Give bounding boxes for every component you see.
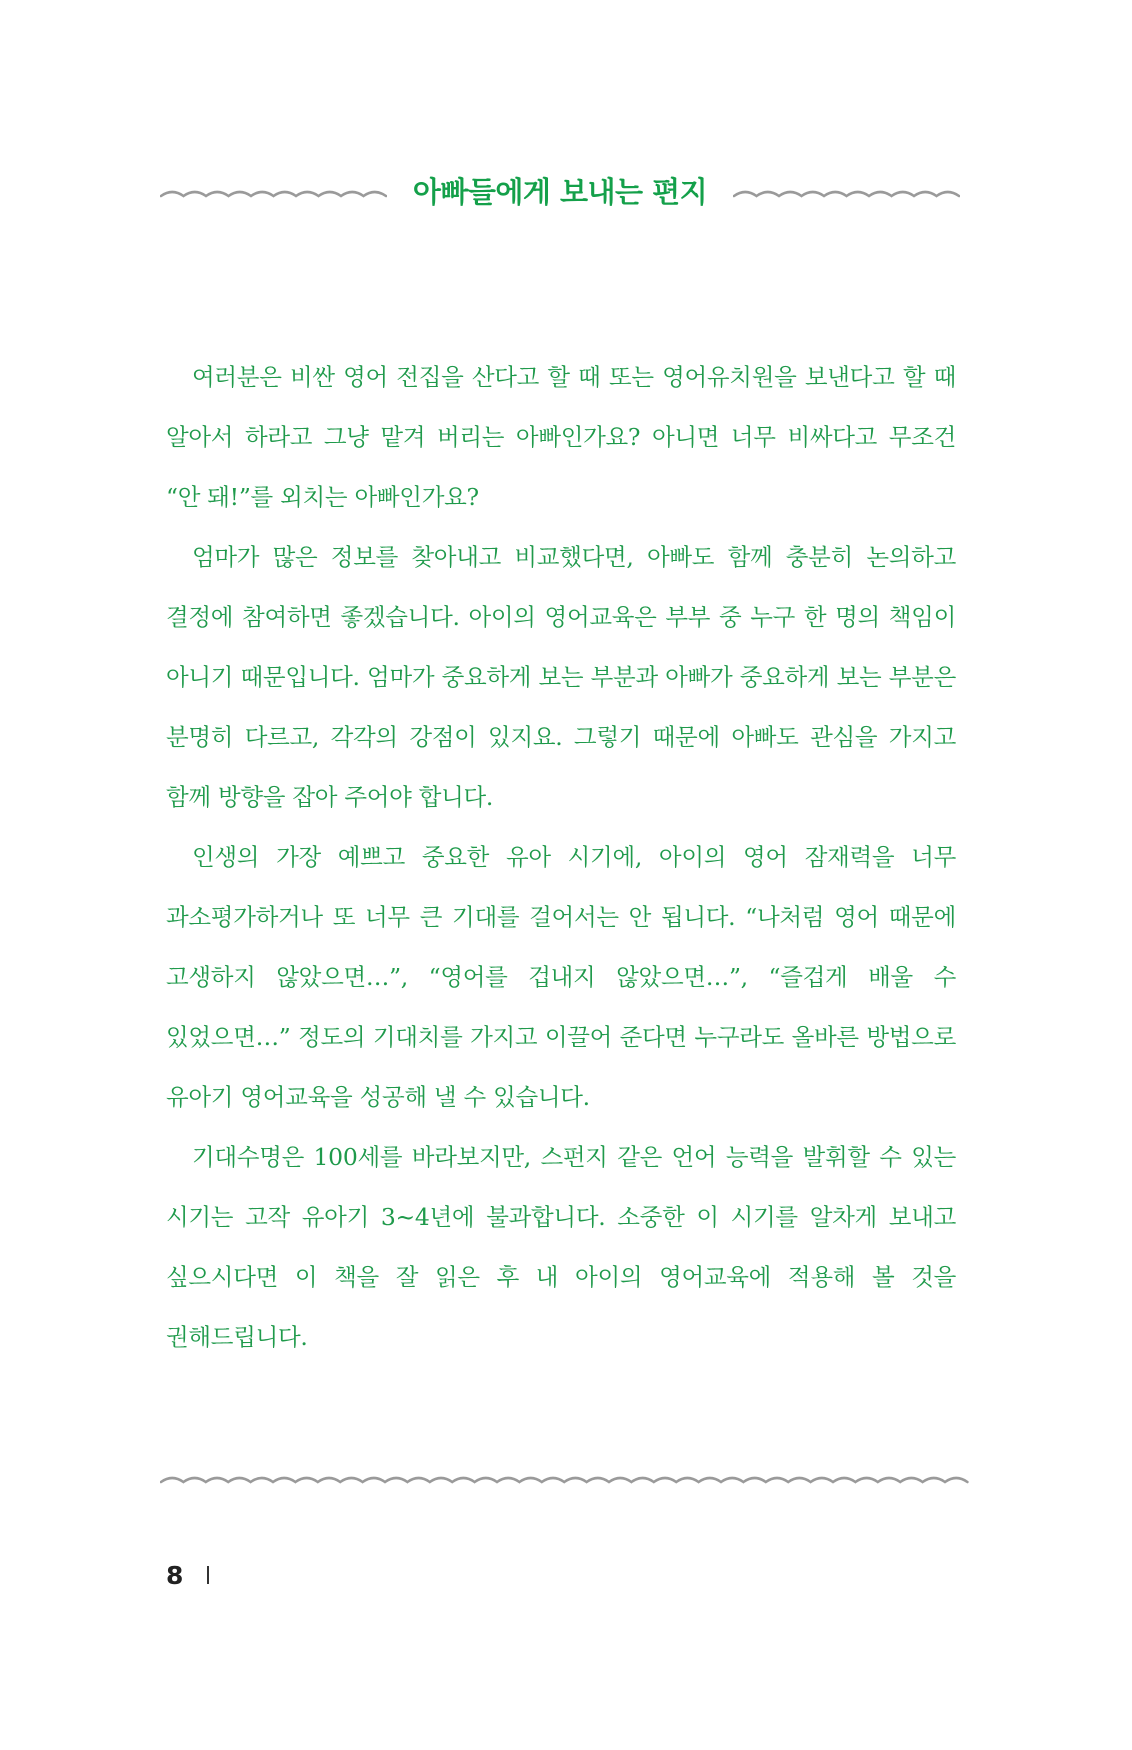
page-separator bbox=[207, 1566, 209, 1584]
body-paragraph-1: 여러분은 비싼 영어 전집을 산다고 할 때 또는 영어유치원을 보낸다고 할 때 알아서 하라고 그냥 맡겨 버리는 아빠인가요? 아니면 너무 비싸다고 무조건 “안 돼!”를 외치는 아빠인가요? bbox=[166, 363, 956, 511]
wave-divider-bottom bbox=[160, 1470, 970, 1486]
chapter-header bbox=[160, 168, 960, 218]
chapter-title: 아빠들에게 보내는 편지 bbox=[412, 175, 708, 209]
wave-divider-right bbox=[733, 184, 960, 200]
body-paragraph-2: 엄마가 많은 정보를 찾아내고 비교했다면, 아빠도 함께 충분히 논의하고 결정에 참여하면 좋겠습니다. 아이의 영어교육은 부부 중 누구 한 명의 책임이 아니기 때문입니다. 엄마가 중요하게 보는 부분과 아빠가 중요하게 보는 부분은 분명히 다르고, 각각의 강점이 있지요. 그렇기 때문에 아빠도 관심을 가지고 함께 방향을 잡아 주어야 합니다. bbox=[166, 543, 956, 811]
letter-body bbox=[166, 347, 956, 1367]
body-paragraph-3: 인생의 가장 예쁘고 중요한 유아 시기에, 아이의 영어 잠재력을 너무 과소평가하거나 또 너무 큰 기대를 걸어서는 안 됩니다. “나처럼 영어 때문에 고생하지 않았으면…”, “영어를 겁내지 않았으면…”, “즐겁게 배울 수 있었으면…” 정도의 기대치를 가지고 이끌어 준다면 누구라도 올바른 방법으로 유아기 영어교육을 성공해 낼 수 있습니다. bbox=[166, 843, 956, 1111]
page-footer bbox=[166, 1555, 209, 1595]
page-number: 8 bbox=[166, 1560, 184, 1590]
wave-divider-left bbox=[160, 184, 387, 200]
body-paragraph-4: 기대수명은 100세를 바라보지만, 스펀지 같은 언어 능력을 발휘할 수 있는 시기는 고작 유아기 3~4년에 불과합니다. 소중한 이 시기를 알차게 보내고 싶으시다면 이 책을 잘 읽은 후 내 아이의 영어교육에 적용해 볼 것을 권해드립니다. bbox=[166, 1143, 956, 1351]
